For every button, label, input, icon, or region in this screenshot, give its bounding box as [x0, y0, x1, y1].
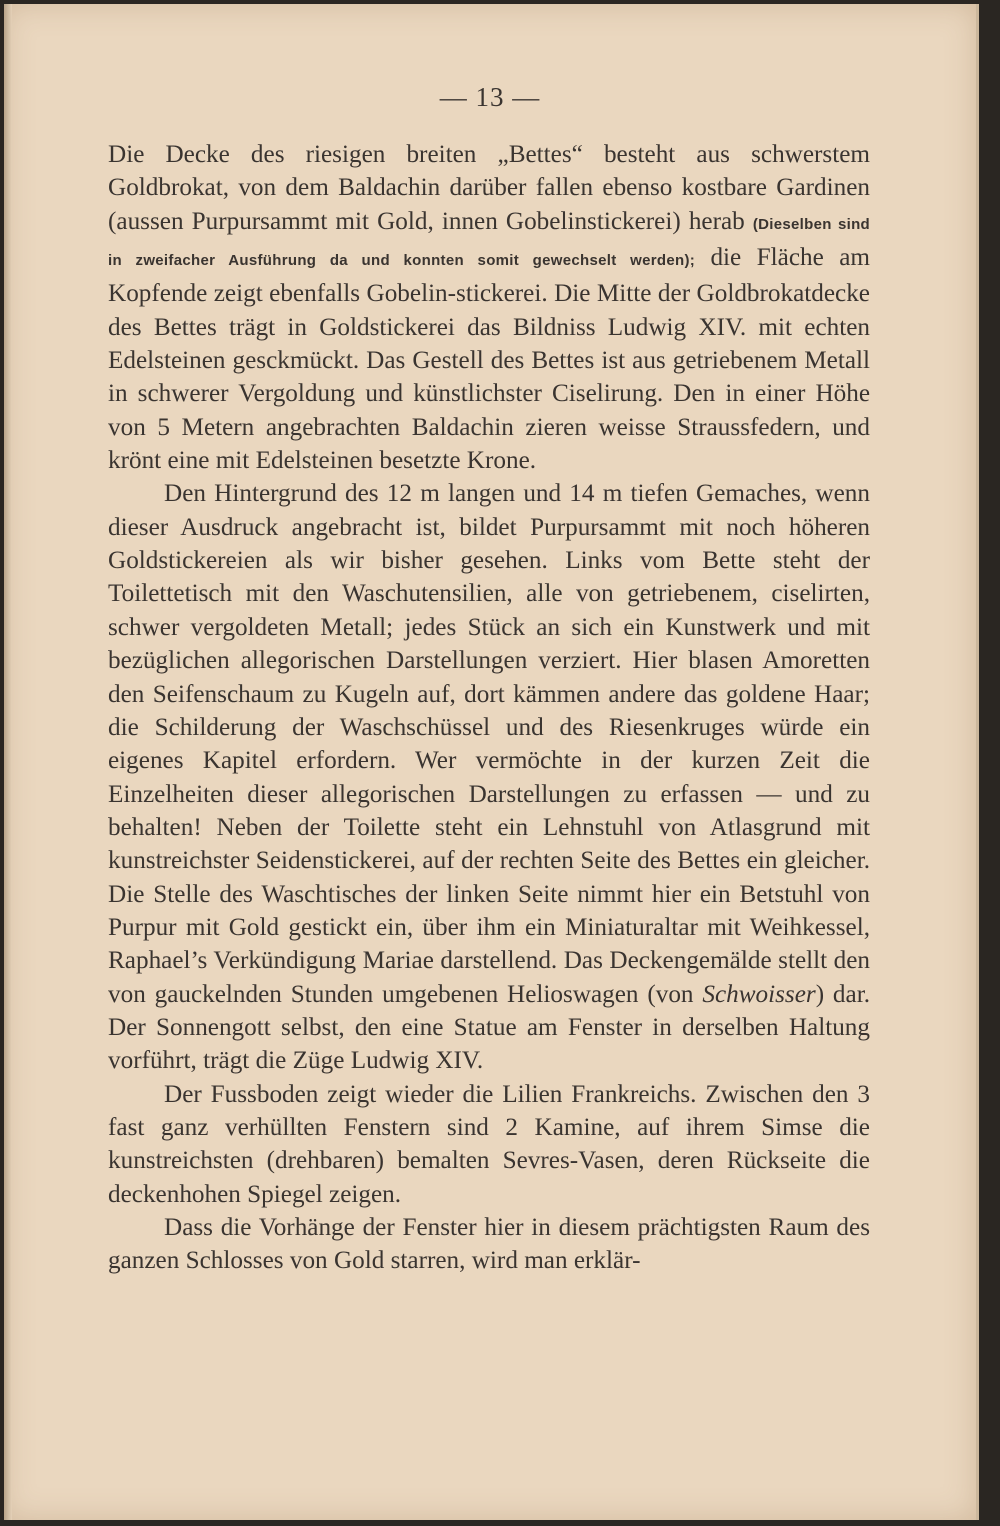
footnote-inline-remark: (Dieselben sind in zweifacher Ausführung da und konnten somit gewechselt werden); [108, 215, 870, 270]
paragraph-text: ) dar. Der Sonnengott selbst, den eine Statue am Fenster in derselben Haltung vorführt, trägt die Züge Ludwig XIV. [108, 980, 870, 1075]
page-number: — 13 — [439, 82, 541, 112]
paragraph-text: Die Decke des riesigen breiten „Bettes“ besteht aus schwerstem Goldbrokat, von dem Baldachin darüber fallen ebenso kostbare Gardinen (aussen Purpursammt mit Gold, innen Gobelinstickerei) herab [108, 141, 870, 235]
page-body-text [108, 138, 870, 1278]
paragraph-bed-cover [108, 138, 870, 477]
italic-name: Schwoisser [702, 980, 816, 1008]
paragraph-floor: Der Fussboden zeigt wieder die Lilien Frankreichs. Zwischen den 3 fast ganz verhüllten Fenstern sind 2 Kamine, auf ihrem Simse die kunstreichsten (drehbaren) bemalten Sevres-Vasen, deren Rückseite die deckenhohen Spiegel zeigen. [108, 1080, 870, 1208]
paragraph-background [108, 477, 870, 1077]
paragraph-curtains: Dass die Vorhänge der Fenster hier in diesem prächtigsten Raum des ganzen Schlosses von Gold starren, wird man erklär- [108, 1214, 870, 1275]
page-binding-edge [4, 4, 12, 1520]
paragraph-text: die Fläche am Kopfende zeigt ebenfalls Gobelin-stickerei. Die Mitte der Goldbrokatdecke des Bettes trägt in Goldstickerei das Bildniss Ludwig XIV. mit echten Edelsteinen gesckmückt. Das Gestell des Bettes ist aus getriebenem Metall in schwerer Vergoldung und künstlichster Ciselirung. Den in einer Höhe von 5 Metern angebrachten Baldachin zieren weisse Straussfedern, und krönt eine mit Edelsteinen besetzte Krone. [108, 244, 870, 475]
paragraph-text: Den Hintergrund des 12 m langen und 14 m tiefen Gemaches, wenn dieser Ausdruck angebracht ist, bildet Purpursammt mit noch höheren Goldstickereien als wir bisher gesehen. Links vom Bette steht der Toilettetisch mit den Waschutensilien, alle von getriebenem, ciselirten, schwer vergoldeten Metall; jedes Stück an sich ein Kunstwerk und mit bezüglichen allegorischen Darstellungen verziert. Hier blasen Amoretten den Seifenschaum zu Kugeln auf, dort kämmen andere das goldene Haar; die Schilderung der Waschschüssel und des Riesenkruges würde ein eigenes Kapitel erfordern. Wer vermöchte in der kurzen Zeit die Einzelheiten dieser allegorischen Darstellungen zu erfassen — und zu behalten! Neben der Toilette steht ein Lehnstuhl von Atlasgrund mit kunstreichster Seidenstickerei, auf der rechten Seite des Bettes ein gleicher. Die Stelle des Waschtisches der linken Seite nimmt hier ein Betstuhl von Purpur mit Gold gestickt ein, über ihm ein Miniaturaltar mit Weihkessel, Raphael’s Verkündigung Mariae darstellend. Das Deckengemälde stellt den von gauckelnden Stunden umgebenen Helioswagen (von [108, 480, 870, 1008]
book-page [4, 4, 979, 1520]
